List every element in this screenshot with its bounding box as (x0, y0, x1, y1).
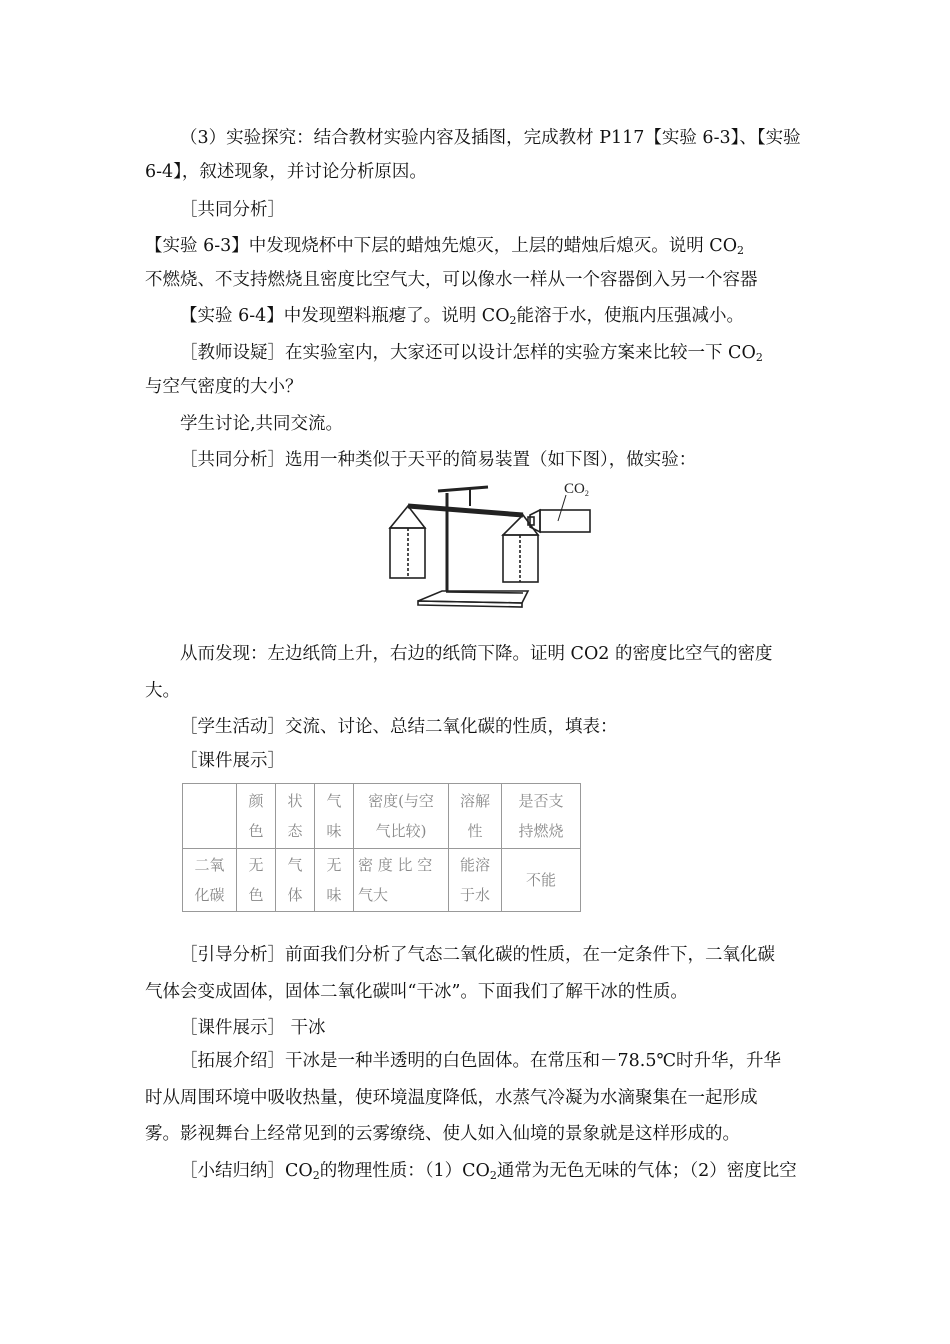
co2-label-subscript: 2 (584, 489, 589, 498)
table-header-state: 状 态 (276, 784, 315, 849)
co2-bottle-neck (530, 510, 540, 532)
teacher-question-subscript: 2 (755, 351, 763, 364)
balance-top-bar (438, 487, 488, 491)
summary-text-a: ［小结归纳］CO (180, 1161, 313, 1181)
paragraph-extension-line1: ［拓展介绍］干冰是一种半透明的白色固体。在常压和－78.5℃时升华，升华 (180, 1051, 782, 1071)
exp64-text-a: 【实验 6-4】中发现塑料瓶瘪了。说明 CO (180, 306, 510, 326)
table-row (183, 849, 581, 912)
paragraph-student-activity: ［学生活动］交流、讨论、总结二氧化碳的性质，填表： (180, 717, 618, 737)
balance-drawing (390, 487, 590, 607)
table-cell-density: 密 度 比 空 气大 (354, 849, 449, 912)
summary-text-b: 的物理性质：（1）CO (319, 1161, 490, 1181)
table-cell-combustion: 不能 (502, 849, 581, 912)
table-cell-solubility: 能溶 于水 (449, 849, 502, 912)
paragraph-experiment-intro-line1: （3）实验探究：结合教材实验内容及插图，完成教材 P117【实验 6-3】、【实验 (180, 128, 801, 148)
table-header-odor: 气 味 (315, 784, 354, 849)
paragraph-guided-analysis-line1: ［引导分析］前面我们分析了气态二氧化碳的性质，在一定条件下，二氧化碳 (180, 945, 775, 965)
table-cell-odor: 无 味 (315, 849, 354, 912)
paragraph-experiment-intro-line2: 6-4】，叙述现象，并讨论分析原因。 (145, 162, 427, 182)
paragraph-exp63-line2: 不燃烧、不支持燃烧且密度比空气大，可以像水一样从一个容器倒入另一个容器 (145, 270, 758, 290)
co2-properties-table (182, 783, 581, 912)
co2-label-leader (558, 495, 566, 521)
section-label-joint-analysis: ［共同分析］ (180, 200, 285, 220)
paragraph-finding-line1: 从而发现：左边纸筒上升，右边的纸筒下降。证明 CO2 的密度比空气的密度 (180, 644, 773, 664)
paragraph-exp64 (180, 304, 807, 328)
table-header-row (183, 784, 581, 849)
table-cell-color: 无 色 (237, 849, 276, 912)
table-header-cell (183, 784, 237, 849)
table-header-combustion: 是否支 持燃烧 (502, 784, 581, 849)
exp64-text-b: 能溶于水，使瓶内压强减小。 (516, 306, 745, 326)
table-header-solubility: 溶解 性 (449, 784, 502, 849)
paragraph-joint-analysis-device: ［共同分析］选用一种类似于天平的简易装置（如下图），做实验： (180, 450, 697, 470)
table-header-density: 密度(与空 气比较) (354, 784, 449, 849)
exp63-subscript: 2 (737, 244, 745, 257)
paragraph-exp63-line1 (145, 234, 810, 258)
summary-text-c: 通常为无色无味的气体；（2）密度比空 (496, 1161, 797, 1181)
balance-base-inner (446, 592, 523, 593)
summary-subscript-1: 2 (312, 1169, 320, 1182)
section-label-courseware-display: ［课件展示］ (180, 751, 285, 771)
co2-label-text: CO (564, 481, 585, 497)
exp64-subscript: 2 (509, 314, 517, 327)
balance-base-side (418, 601, 522, 607)
table-header-color: 颜 色 (237, 784, 276, 849)
paragraph-extension-line3: 雾。影视舞台上经常见到的云雾缭绕、使人如入仙境的景象就是这样形成的。 (145, 1124, 740, 1144)
co2-label (564, 481, 589, 498)
teacher-question-text: ［教师设疑］在实验室内，大家还可以设计怎样的实验方案来比较一下 CO (180, 343, 756, 363)
table-cell-state: 气 体 (276, 849, 315, 912)
paragraph-teacher-question-line2: 与空气密度的大小？ (145, 377, 303, 397)
exp63-text: 【实验 6-3】中发现烧杯中下层的蜡烛先熄灭，上层的蜡烛后熄灭。说明 CO (145, 236, 738, 256)
co2-bottle-body (540, 510, 590, 532)
paragraph-guided-analysis-line2: 气体会变成固体，固体二氧化碳叫“干冰”。下面我们了解干冰的性质。 (145, 982, 688, 1002)
section-label-dry-ice: ［课件展示］ 干冰 (180, 1018, 326, 1038)
paragraph-summary (180, 1159, 807, 1183)
paragraph-student-discussion: 学生讨论,共同交流。 (180, 414, 344, 434)
paragraph-teacher-question-line1 (180, 341, 810, 365)
balance-beam (408, 506, 523, 515)
balance-apparatus-figure (380, 473, 595, 618)
summary-subscript-2: 2 (489, 1169, 497, 1182)
table-cell-substance: 二氧 化碳 (183, 849, 237, 912)
paragraph-finding-line2: 大。 (145, 681, 180, 701)
paragraph-extension-line2: 时从周围环境中吸收热量，使环境温度降低，水蒸气冷凝为水滴聚集在一起形成 (145, 1088, 758, 1108)
